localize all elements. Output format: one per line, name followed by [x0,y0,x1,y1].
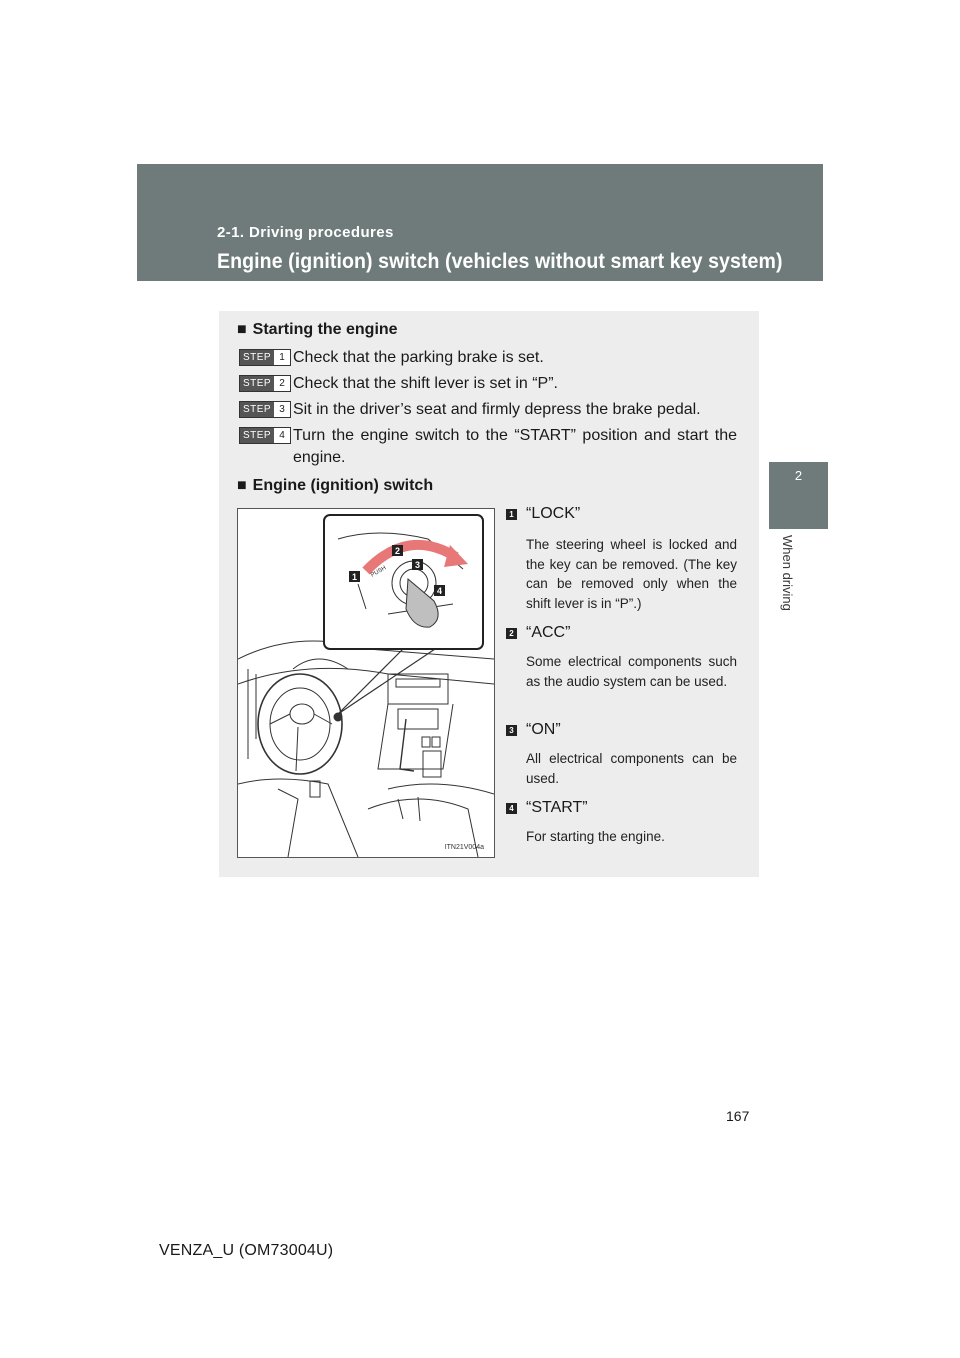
push-label: PUSH [370,565,388,579]
step-number: 3 [274,402,290,417]
badge-number: 4 [436,586,443,596]
section-header [137,164,823,281]
position-description: For starting the engine. [526,829,665,844]
step-badge [239,427,291,444]
badge-number: 1 [351,572,358,582]
dashboard-drawing [238,509,494,857]
step-number: 1 [274,350,290,365]
step-text: Check that the parking brake is set. [293,349,544,366]
step-number: 2 [274,376,290,391]
switch-heading [237,477,433,495]
step-text: Check that the shift lever is set in “P”. [293,375,558,392]
page-title: Engine (ignition) switch (vehicles without smart key system) [217,250,783,273]
page-number: 167 [726,1108,750,1124]
step-label: STEP [240,376,274,391]
position-number: 1 [506,509,517,520]
starting-heading-text: Starting the engine [252,321,398,338]
position-label: “START” [526,799,588,816]
chapter-tab[interactable] [769,462,828,529]
position-description: Some electrical components such as the audio system can be used. [526,654,737,689]
step-badge [239,401,291,418]
position-number: 4 [506,803,517,814]
position-description: All electrical components can be used. [526,751,737,786]
badge-number: 2 [394,546,401,556]
step-label: STEP [240,402,274,417]
position-description: The steering wheel is locked and the key can be removed. (The key can be removed only when the shift lever is in “P”.) [526,537,737,611]
position-number: 3 [506,725,517,736]
step-text: Sit in the driver’s seat and firmly depress the brake pedal. [293,401,701,418]
step-number: 4 [274,428,290,443]
figure-code: ITN21V004a [444,844,484,851]
heading-marker: ■ [237,477,247,494]
chapter-label: When driving [780,535,795,611]
chapter-number: 2 [794,468,803,483]
starting-heading [237,321,398,339]
inset-callout [324,515,483,649]
step-badge [239,375,291,392]
step-label: STEP [240,428,274,443]
section-label: 2-1. Driving procedures [217,224,394,241]
content-panel [219,311,759,877]
position-label: “LOCK” [526,505,581,522]
badge-number: 3 [414,560,421,570]
step-label: STEP [240,350,274,365]
ignition-switch-illustration [237,508,495,858]
step-text: Turn the engine switch to the “START” position and start the engine. [293,427,737,466]
footer-code: VENZA_U (OM73004U) [159,1242,334,1259]
step-badge [239,349,291,366]
position-label: “ON” [526,721,561,738]
switch-heading-text: Engine (ignition) switch [252,477,434,494]
heading-marker: ■ [237,321,247,338]
position-number: 2 [506,628,517,639]
position-label: “ACC” [526,624,571,641]
